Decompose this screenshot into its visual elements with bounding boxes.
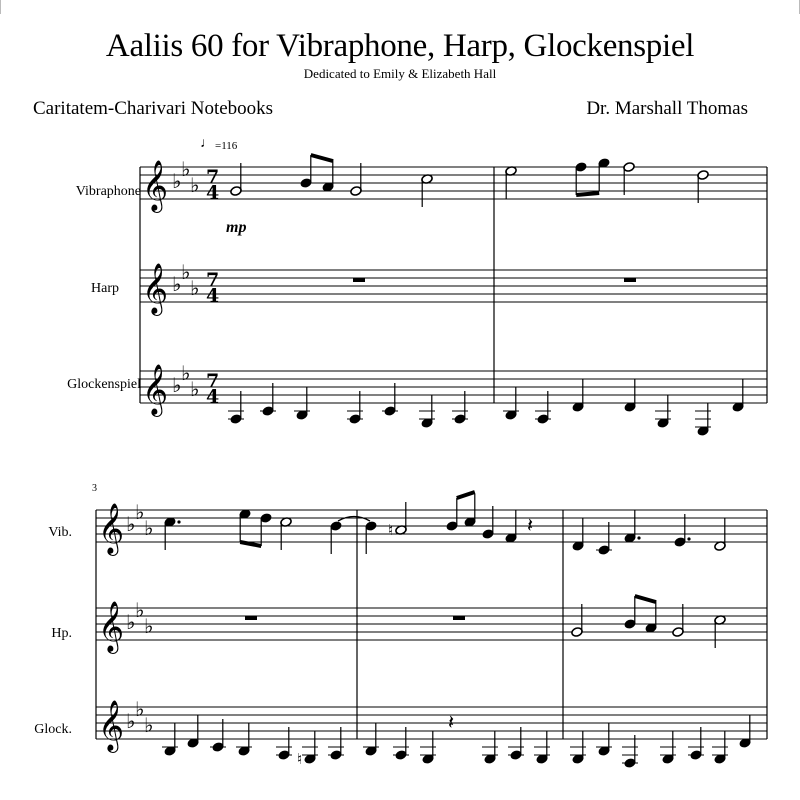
augmentation-dot [637,536,640,539]
treble-clef-icon: 𝄞 [98,503,125,554]
time-signature-denominator: 4 [206,182,220,204]
time-signature-numerator: 7 [206,166,220,188]
treble-clef-icon: 𝄞 [142,160,169,211]
augmentation-dot [687,537,690,540]
time-signature-denominator: 4 [206,285,220,307]
composer-name: Dr. Marshall Thomas [586,98,748,119]
flat-sign-icon: ♭ [135,598,145,622]
treble-clef-icon: 𝄞 [142,263,169,314]
score-dedication: Dedicated to Emily & Elizabeth Hall [303,66,497,81]
flat-sign-icon: ♭ [172,272,182,296]
note-beam [635,596,656,602]
natural-sign-icon: ♮ [297,750,303,768]
instrument-label-vib-short: Vib. [48,525,72,540]
treble-clef-icon: 𝄞 [98,601,125,652]
flat-sign-icon: ♭ [144,516,154,540]
flat-sign-icon: ♭ [190,377,200,401]
collection-name: Caritatem-Charivari Notebooks [33,98,274,119]
flat-sign-icon: ♭ [181,260,191,284]
note-beam [311,155,333,161]
flat-sign-icon: ♭ [135,500,145,524]
treble-clef-icon: 𝄞 [142,364,169,415]
flat-sign-icon: ♭ [172,169,182,193]
instrument-label-hp-short: Hp. [51,626,72,641]
score-title: Aaliis 60 for Vibraphone, Harp, Glockenspiel [105,28,695,64]
natural-sign-icon: ♮ [388,521,394,539]
whole-rest [353,278,365,282]
flat-sign-icon: ♭ [135,697,145,721]
instrument-label-harp: Harp [91,281,119,296]
whole-rest [245,616,257,620]
whole-rest [453,616,465,620]
augmentation-dot [177,520,180,523]
note-beam [240,542,261,546]
time-signature-numerator: 7 [206,370,220,392]
instrument-label-glockenspiel: Glockenspiel [67,377,141,392]
time-signature-denominator: 4 [206,386,220,408]
flat-sign-icon: ♭ [144,713,154,737]
instrument-label-vibraphone: Vibraphone [75,184,141,199]
tempo-value: =116 [215,140,238,152]
flat-sign-icon: ♭ [126,610,136,634]
quarter-rest-icon: 𝄽 [448,710,455,734]
quarter-rest-icon: 𝄽 [527,513,534,537]
tempo-quarter-note-icon: ♩ [200,136,214,151]
dynamic-mezzo-piano: mp [226,219,247,236]
note-beam [457,492,475,498]
treble-clef-icon: 𝄞 [98,700,125,751]
whole-rest [624,278,636,282]
note-beam [576,193,599,195]
flat-sign-icon: ♭ [181,361,191,385]
instrument-label-glock-short: Glock. [34,722,72,737]
flat-sign-icon: ♭ [144,614,154,638]
flat-sign-icon: ♭ [181,157,191,181]
flat-sign-icon: ♭ [126,709,136,733]
time-signature-numerator: 7 [206,269,220,291]
flat-sign-icon: ♭ [190,276,200,300]
measure-number: 3 [92,483,97,494]
flat-sign-icon: ♭ [190,173,200,197]
flat-sign-icon: ♭ [126,512,136,536]
tie-arc [338,517,370,522]
flat-sign-icon: ♭ [172,373,182,397]
